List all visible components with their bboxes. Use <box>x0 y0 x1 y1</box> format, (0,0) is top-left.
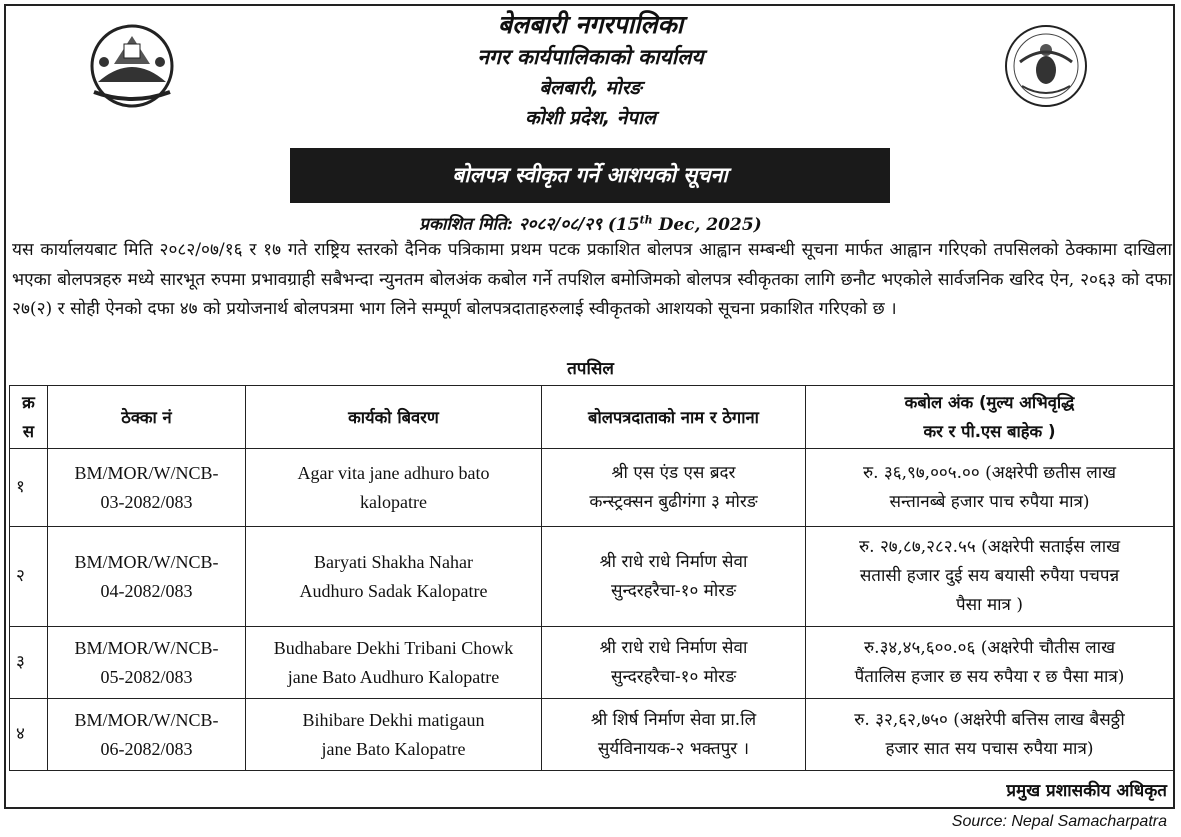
row-sn: ३ <box>10 627 48 699</box>
header-sn: क्र स <box>10 386 48 449</box>
source-credit: Source: Nepal Samacharpatra <box>951 813 1167 830</box>
row-work: Agar vita jane adhuro bato kalopatre <box>246 449 542 527</box>
row-contract-no: BM/MOR/W/NCB- 04-2082/083 <box>48 527 246 627</box>
table-row <box>10 627 1174 699</box>
signatory-title: प्रमुख प्रशासकीय अधिकृत <box>1006 781 1167 801</box>
row-contract-no: BM/MOR/W/NCB- 03-2082/083 <box>48 449 246 527</box>
row-work: Budhabare Dekhi Tribani Chowk jane Bato Audhuro Kalopatre <box>246 627 542 699</box>
row-contract-no: BM/MOR/W/NCB- 05-2082/083 <box>48 627 246 699</box>
table-row <box>10 449 1174 527</box>
header-bidder: बोलपत्रदाताको नाम र ठेगाना <box>542 386 806 449</box>
header-amount: कबोल अंक (मुल्य अभिवृद्धि कर र पी.एस बाहेक ) <box>806 386 1174 449</box>
row-sn: २ <box>10 527 48 627</box>
published-date-english: (15th Dec, 2025) <box>607 213 762 235</box>
tender-table <box>9 385 1174 771</box>
row-contract-no: BM/MOR/W/NCB- 06-2082/083 <box>48 699 246 771</box>
row-sn: १ <box>10 449 48 527</box>
province-country: कोशी प्रदेश, नेपाल <box>525 107 656 129</box>
row-amount: रु.३४,४५,६००.०६ (अक्षरेपी चौतीस लाख पैंतालिस हजार छ सय रुपैया र छ पैसा मात्र) <box>806 627 1174 699</box>
header-work: कार्यको बिवरण <box>246 386 542 449</box>
row-bidder: श्री एस एंड एस ब्रदर कन्स्ट्रक्सन बुढीगंगा ३ मोरङ <box>542 449 806 527</box>
notice-title: बोलपत्र स्वीकृत गर्ने आशयको सूचना <box>290 148 890 203</box>
municipality-name: बेलबारी नगरपालिका <box>497 10 684 39</box>
office-header <box>0 8 1181 133</box>
row-bidder: श्री शिर्ष निर्माण सेवा प्रा.लि सुर्यविनायक-२ भक्तपुर । <box>542 699 806 771</box>
notice-body: यस कार्यालयबाट मिति २०८२/०७/१६ र १७ गते राष्ट्रिय स्तरको दैनिक पत्रिकामा प्रथम पटक प्रकाशित बोलपत्र आह्वान सम्बन्धी सूचना मार्फत आह्वान गरिएको तपसिलको ठेक्कामा दाखिला भएका बोलपत्रहरु मध्ये सारभूत रुपमा प्रभावग्राही सबैभन्दा न्युनतम बोलअंक कबोल गर्ने तपशिल बमोजिमको बोलपत्र स्वीकृतका लागि छनौट भएकोले सार्वजनिक खरिद ऐन, २०६३ को दफा २७(२) र सोही ऐनको दफा ४७ को प्रयोजनार्थ बोलपत्रमा भाग लिने सम्पूर्ण बोलपत्रदाताहरुलाई स्वीकृतको आशयको सूचना प्रकाशित गरिएको छ । <box>12 240 1172 319</box>
row-sn: ४ <box>10 699 48 771</box>
row-bidder: श्री राधे राधे निर्माण सेवा सुन्दरहरैचा-१० मोरङ <box>542 627 806 699</box>
office-address: बेलबारी, मोरङ <box>539 77 642 99</box>
row-work: Bihibare Dekhi matigaun jane Bato Kalopatre <box>246 699 542 771</box>
table-header-row <box>10 386 1174 449</box>
row-amount: रु. ३६,९७,००५.०० (अक्षरेपी छतीस लाख सन्तानब्बे हजार पाच रुपैया मात्र) <box>806 449 1174 527</box>
published-date <box>0 207 1181 238</box>
row-amount: रु. २७,८७,२८२.५५ (अक्षरेपी सताईस लाख सतासी हजार दुई सय बयासी रुपैया पचपन्न पैसा मात्र ) <box>806 527 1174 627</box>
row-bidder: श्री राधे राधे निर्माण सेवा सुन्दरहरैचा-१० मोरङ <box>542 527 806 627</box>
table-row <box>10 527 1174 627</box>
row-work: Baryati Shakha Nahar Audhuro Sadak Kalopatre <box>246 527 542 627</box>
row-amount: रु. ३२,६२,७५० (अक्षरेपी बत्तिस लाख बैसठ्ठी हजार सात सय पचास रुपैया मात्र) <box>806 699 1174 771</box>
header-contract-no: ठेक्का नं <box>48 386 246 449</box>
office-name: नगर कार्यपालिकाको कार्यालय <box>477 45 704 69</box>
schedule-heading: तपसिल <box>567 359 614 379</box>
published-date-nepali: प्रकाशित मिति: २०८२/०८/२९ <box>419 214 602 235</box>
table-row <box>10 699 1174 771</box>
